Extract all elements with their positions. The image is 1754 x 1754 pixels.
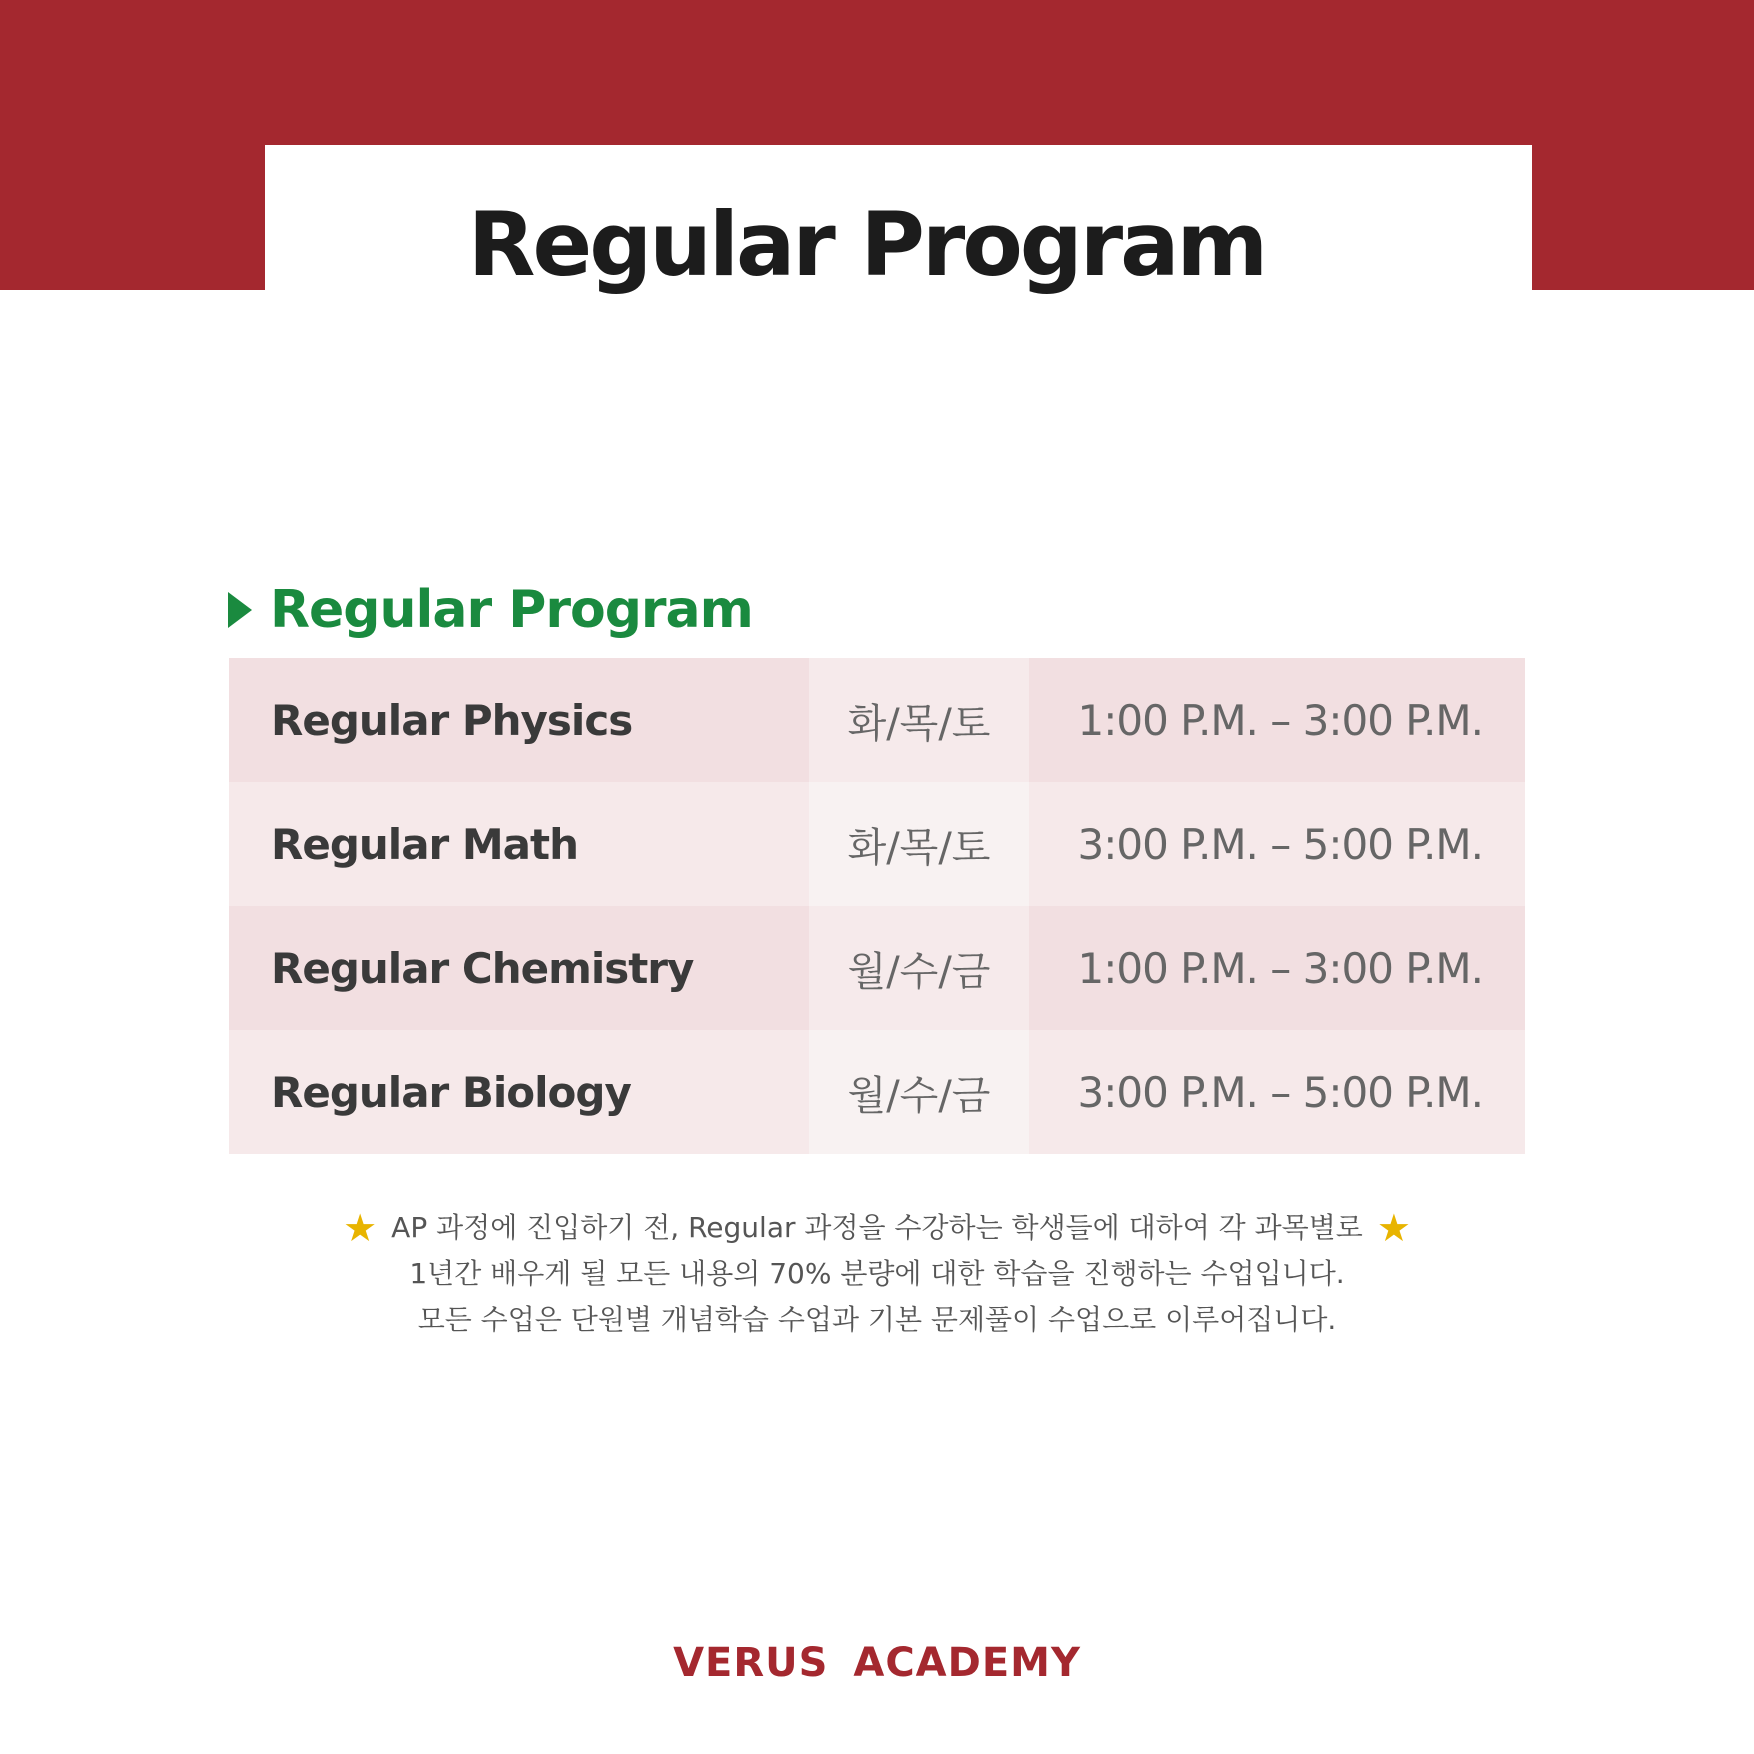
program-notes xyxy=(229,1205,1525,1343)
star-icon: ★ xyxy=(343,1206,378,1250)
course-time: 3:00 P.M. – 5:00 P.M. xyxy=(1029,782,1525,906)
course-days: 월/수/금 xyxy=(809,1030,1029,1154)
table-row xyxy=(229,782,1525,906)
schedule-table xyxy=(229,658,1525,1154)
course-name: Regular Biology xyxy=(229,1030,809,1154)
course-name: Regular Chemistry xyxy=(229,906,809,1030)
note-line-2: 1년간 배우게 될 모든 내용의 70% 분량에 대한 학습을 진행하는 수업입니다. xyxy=(409,1257,1345,1290)
course-time: 1:00 P.M. – 3:00 P.M. xyxy=(1029,658,1525,782)
note-line-1 xyxy=(229,1205,1525,1251)
section-heading xyxy=(228,578,753,642)
course-days: 화/목/토 xyxy=(809,658,1029,782)
table-row xyxy=(229,658,1525,782)
course-time: 1:00 P.M. – 3:00 P.M. xyxy=(1029,906,1525,1030)
page-title: Regular Program xyxy=(467,193,1266,296)
course-time: 3:00 P.M. – 5:00 P.M. xyxy=(1029,1030,1525,1154)
footer-brand-logo: VERUS ACADEMY xyxy=(673,1640,1081,1686)
star-icon: ★ xyxy=(1376,1206,1411,1250)
note-text-1: AP 과정에 진입하기 전, Regular 과정을 수강하는 학생들에 대하여 각 과목별로 xyxy=(391,1211,1363,1244)
course-name: Regular Physics xyxy=(229,658,809,782)
note-line-3: 모든 수업은 단원별 개념학습 수업과 기본 문제풀이 수업으로 이루어집니다. xyxy=(417,1303,1337,1336)
course-days: 월/수/금 xyxy=(809,906,1029,1030)
course-name: Regular Math xyxy=(229,782,809,906)
table-row xyxy=(229,1030,1525,1154)
triangle-right-icon xyxy=(228,592,252,628)
section-title: Regular Program xyxy=(270,580,753,640)
course-days: 화/목/토 xyxy=(809,782,1029,906)
table-row xyxy=(229,906,1525,1030)
